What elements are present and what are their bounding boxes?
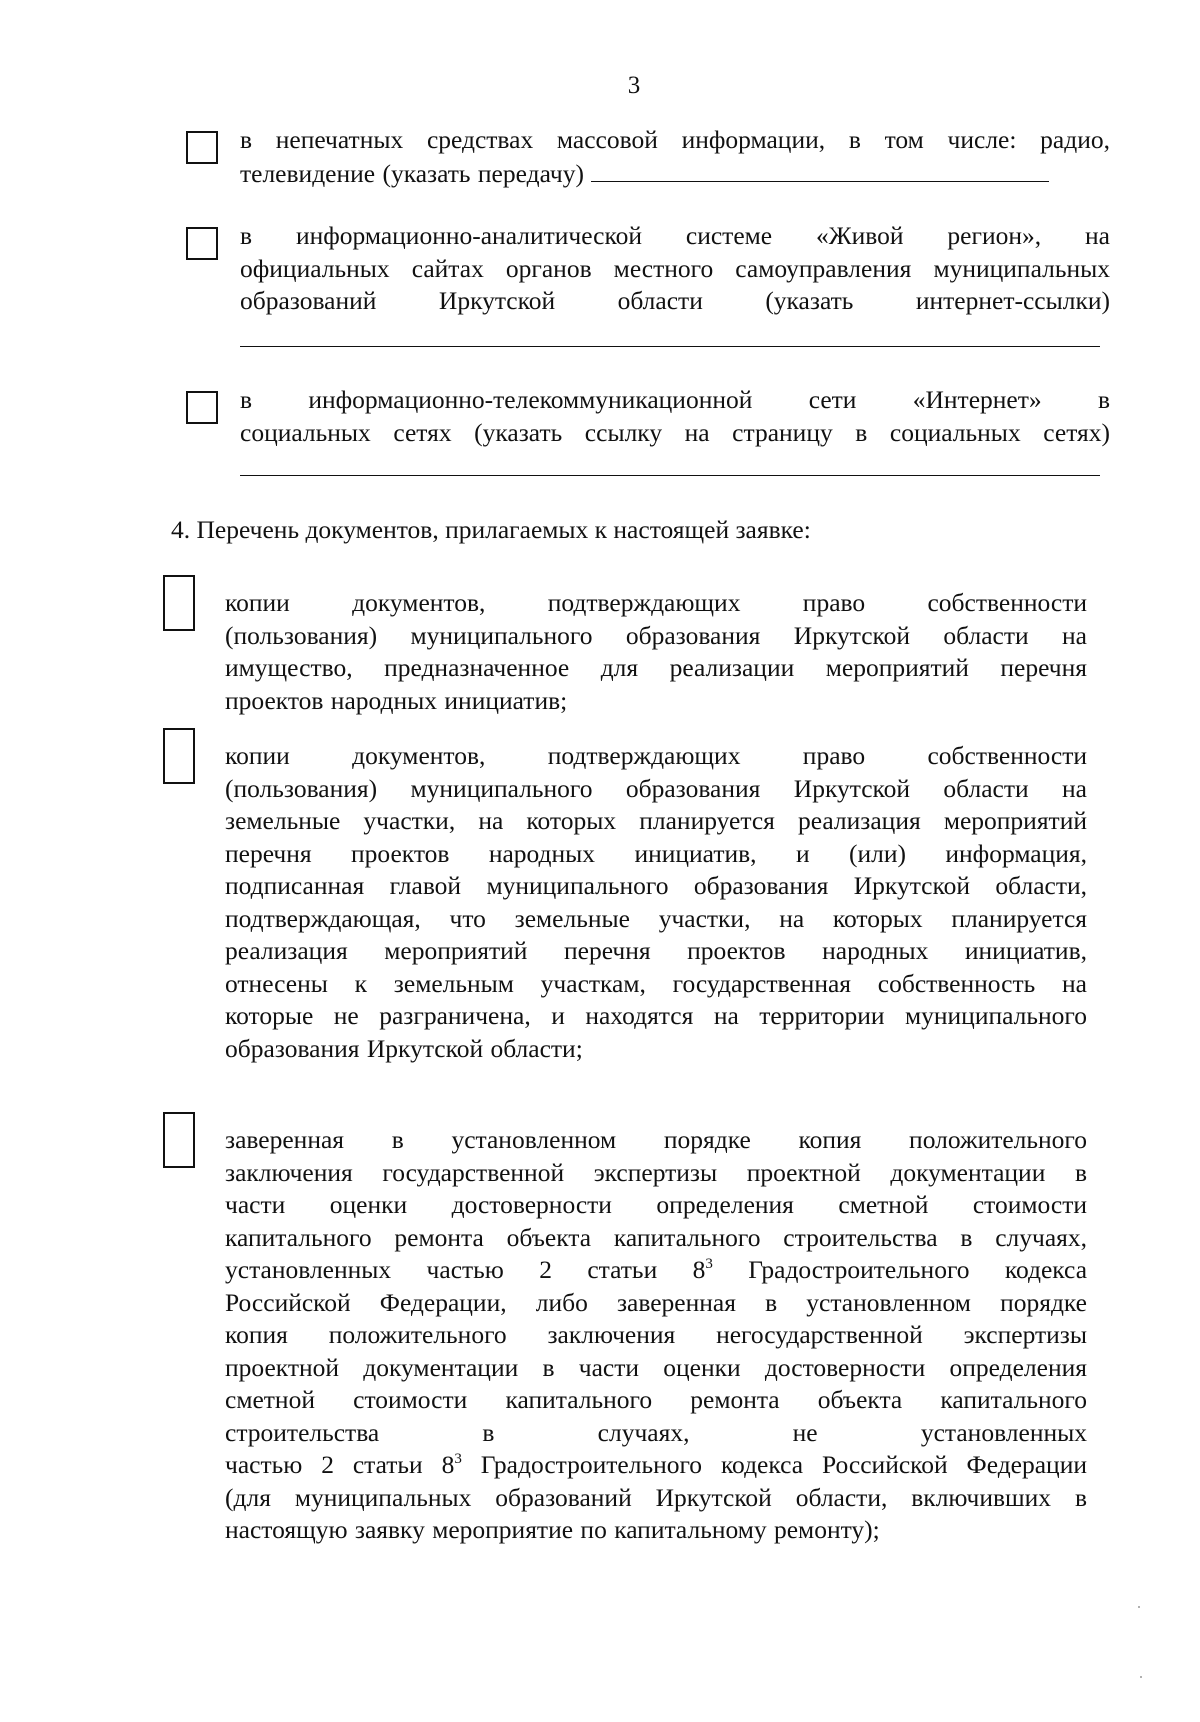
media-option-official-sites-text xyxy=(240,220,1110,318)
document-expertise-text xyxy=(225,1124,1087,1547)
program-fill-line[interactable] xyxy=(591,157,1049,182)
media-option-nonprint-checkbox[interactable] xyxy=(186,131,218,164)
text-line: (для муниципальных образований Иркутской области, включивших в xyxy=(225,1482,1087,1512)
text-line: части оценки достоверности определения сметной стоимости xyxy=(225,1190,1087,1219)
text-line: Российской Федерации, либо заверенная в установленном порядке xyxy=(225,1287,1087,1317)
text-line xyxy=(225,1449,1087,1482)
section-heading: 4. Перечень документов, прилагаемых к настоящей заявке: xyxy=(171,515,811,544)
text-line: сметной стоимости капитального ремонта объекта капитального xyxy=(225,1385,1087,1414)
text-line xyxy=(240,157,1110,191)
text-line: официальных сайтах органов местного самоуправления муниципальных xyxy=(240,253,1110,283)
text-line: имущество, предназначенное для реализации мероприятий перечня xyxy=(225,653,1087,682)
document-property-rights-text xyxy=(225,587,1087,717)
scan-speck xyxy=(1138,1606,1140,1608)
text-line: подтверждающая, что земельные участки, на которых планируется xyxy=(225,903,1087,933)
text-line: которые не разграничена, и находятся на территории муниципального xyxy=(225,1001,1087,1030)
media-option-social-networks-checkbox[interactable] xyxy=(186,391,218,424)
text-line: копии документов, подтверждающих право собственности xyxy=(225,588,1087,617)
text-line: в информационно-аналитической системе «Живой регион», на xyxy=(240,221,1110,250)
media-option-official-sites-checkbox[interactable] xyxy=(186,227,218,260)
document-land-plots-checkbox[interactable] xyxy=(163,728,195,784)
text-line: заключения государственной экспертизы проектной документации в xyxy=(225,1157,1087,1187)
media-option-nonprint-text xyxy=(240,124,1110,190)
text-line: социальных сетях (указать ссылку на страницу в социальных сетях) xyxy=(240,417,1110,447)
scan-speck xyxy=(1140,1676,1142,1678)
text-fragment: установленных частью 2 статьи 8 xyxy=(225,1255,706,1284)
document-expertise-checkbox[interactable] xyxy=(163,1112,195,1168)
text-line: настоящую заявку мероприятие по капитальному ремонту); xyxy=(225,1515,880,1544)
text-line: проектов народных инициатив; xyxy=(225,685,568,715)
text-line: в непечатных средствах массовой информации, в том числе: радио, xyxy=(240,125,1110,154)
text-fragment: Градостроительного кодекса Российской Федерации xyxy=(461,1450,1087,1479)
text-line: копия положительного заключения негосударственной экспертизы xyxy=(225,1320,1087,1349)
text-line: в информационно-телекоммуникационной сети «Интернет» в xyxy=(240,385,1110,414)
text-fragment: Градостроительного кодекса xyxy=(712,1255,1088,1284)
superscript: 3 xyxy=(705,1256,713,1272)
text-line: образований Иркутской области (указать интернет-ссылки) xyxy=(240,286,1110,315)
text-line xyxy=(225,1254,1087,1287)
text-line: образования Иркутской области; xyxy=(225,1033,583,1063)
text-line: (пользования) муниципального образования Иркутской области на xyxy=(225,773,1087,803)
document-land-plots-text xyxy=(225,740,1087,1065)
text-line: копии документов, подтверждающих право собственности xyxy=(225,741,1087,770)
media-option-social-networks-text xyxy=(240,384,1110,449)
internet-links-fill-line[interactable] xyxy=(240,346,1100,347)
text-line: подписанная главой муниципального образования Иркутской области, xyxy=(225,871,1087,900)
text-line: капитального ремонта объекта капитального строительства в случаях, xyxy=(225,1222,1087,1252)
text-line: проектной документации в части оценки достоверности определения xyxy=(225,1352,1087,1382)
text-line: перечня проектов народных инициатив, и (или) информация, xyxy=(225,838,1087,868)
text-line: (пользования) муниципального образования Иркутской области на xyxy=(225,620,1087,650)
text-line: реализация мероприятий перечня проектов народных инициатив, xyxy=(225,936,1087,965)
social-link-fill-line[interactable] xyxy=(240,475,1100,476)
document-property-rights-checkbox[interactable] xyxy=(163,575,195,631)
text-fragment: частью 2 статьи 8 xyxy=(225,1450,455,1479)
text-line: отнесены к земельным участкам, государственная собственность на xyxy=(225,968,1087,998)
text-line: заверенная в установленном порядке копия положительного xyxy=(225,1125,1087,1154)
page-number: 3 xyxy=(627,72,641,99)
text-line: строительства в случаях, не установленных xyxy=(225,1417,1087,1447)
superscript: 3 xyxy=(454,1451,462,1467)
text-fragment: телевидение (указать передачу) xyxy=(240,158,584,188)
text-line: земельные участки, на которых планируется реализация мероприятий xyxy=(225,806,1087,835)
